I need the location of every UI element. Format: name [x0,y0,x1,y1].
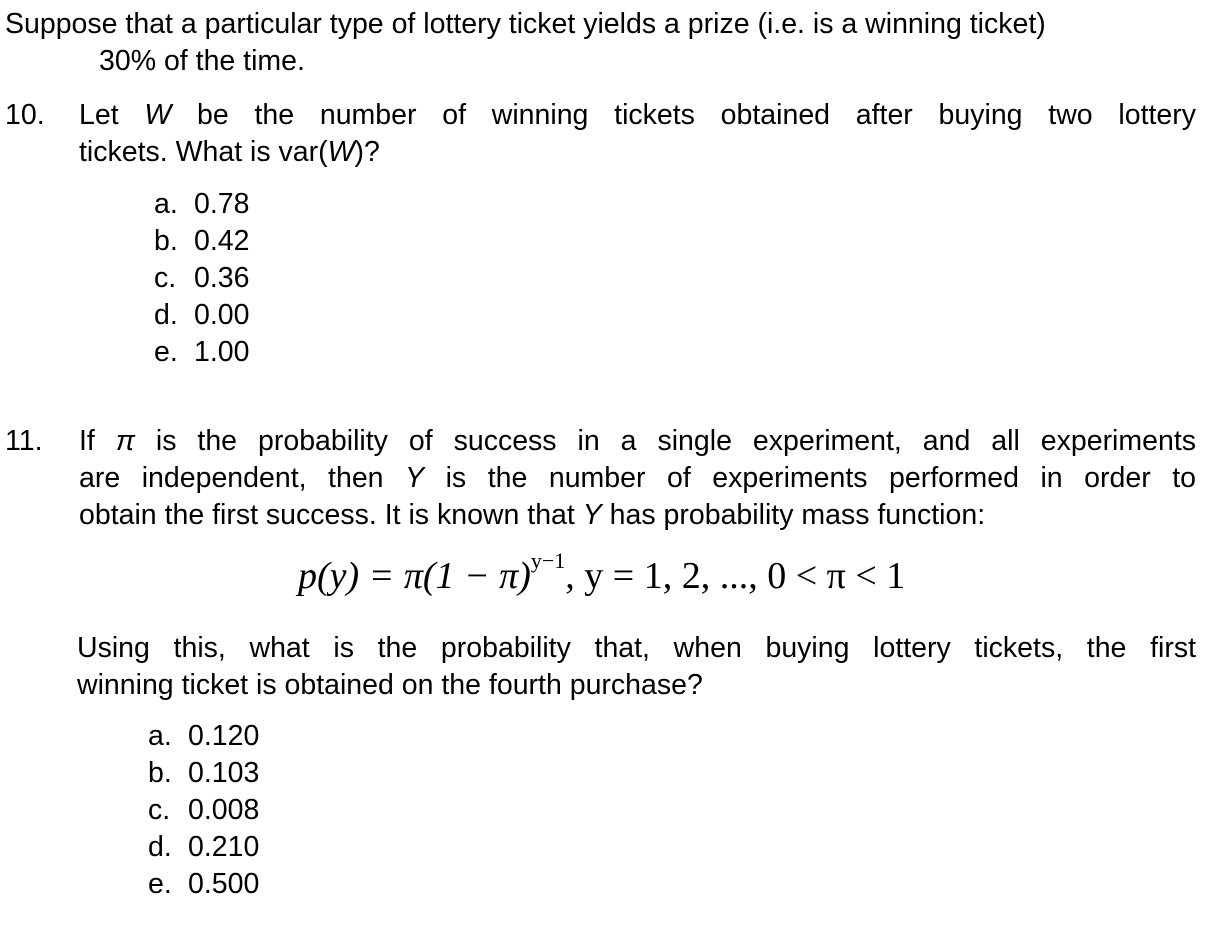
question-11-line-3: obtain the first success. It is known that Y has probability mass function: [79,499,986,531]
question-10-text [79,97,1196,171]
intro-line-1: Suppose that a particular type of lottery ticket yields a prize (i.e. is a winning ticket) [5,8,1046,40]
question-10-option-b[interactable]: b. 0.42 [154,225,250,257]
question-11-followup-line-1: Using this, what is the probability that, when buying lottery tickets, the first [77,632,1196,664]
question-10-options [154,186,249,371]
question-10-line-1: Let W be the number of winning tickets obtained after buying two lottery [79,99,1196,131]
pmf-exponent: y−1 [530,548,566,573]
question-10-option-a[interactable]: a. 0.78 [154,188,250,220]
question-10-number: 10. [5,99,45,131]
question-11-text [79,423,1196,534]
question-11-followup [77,630,1196,704]
question-11-followup-line-2: winning ticket is obtained on the fourth purchase? [77,669,703,701]
question-11-number: 11. [5,425,43,457]
question-11-option-e[interactable]: e. 0.500 [148,868,260,900]
question-10-option-e[interactable]: e. 1.00 [154,336,250,368]
intro-line-2: 30% of the time. [99,45,305,77]
question-10-option-d[interactable]: d. 0.00 [154,299,250,331]
question-11-option-a[interactable]: a. 0.120 [148,720,260,752]
question-11-line-2: are independent, then Y is the number of experiments performed in order to [79,462,1196,494]
question-11-option-c[interactable]: c. 0.008 [148,794,260,826]
pmf-formula: $p(y) = \pi(1 - \pi)^{y-1}$, y = 1, 2, ..., 0 < π < 1 [298,548,906,597]
question-11-line-1: If π is the probability of success in a single experiment, and all experiments [79,425,1196,457]
question-10-option-c[interactable]: c. 0.36 [154,262,250,294]
question-11-option-d[interactable]: d. 0.210 [148,831,260,863]
question-11-options [148,718,259,903]
question-10-line-2: tickets. What is var(W)? [79,136,380,168]
question-11-option-b[interactable]: b. 0.103 [148,757,260,789]
